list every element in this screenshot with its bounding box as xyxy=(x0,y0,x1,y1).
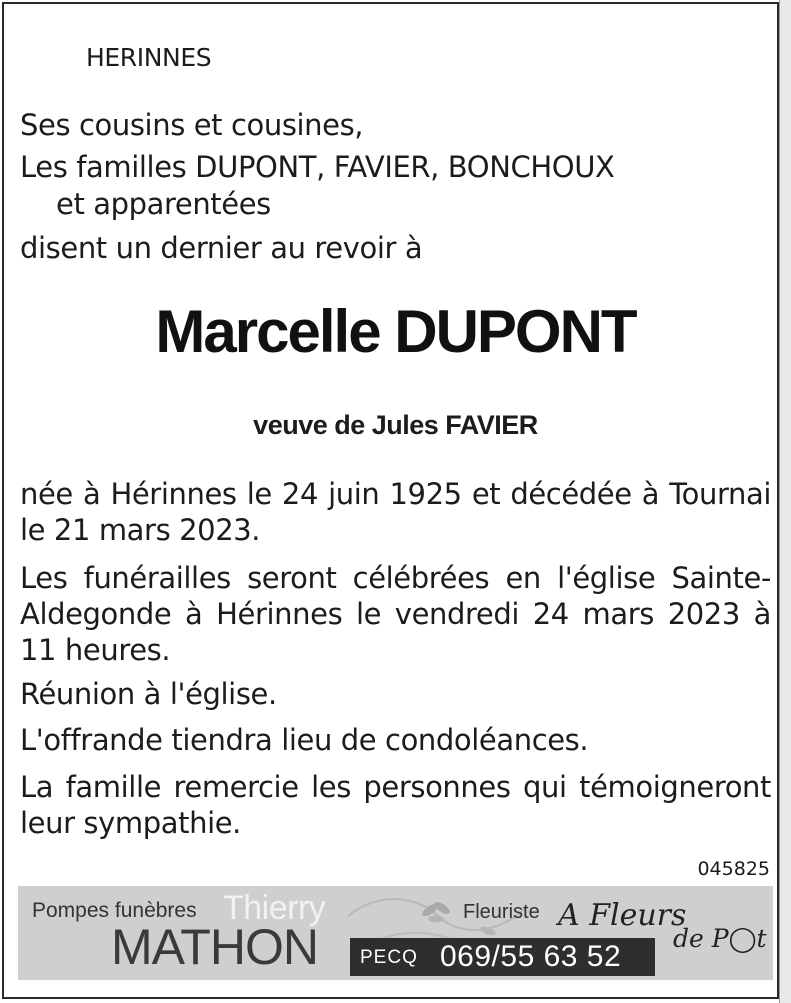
shop-name-line-2: de P◯t xyxy=(673,924,767,953)
birth-death-paragraph: née à Hérinnes le 24 juin 1925 et décédée à Tournai le 21 mars 2023. xyxy=(20,477,771,547)
fleuriste-label: Fleuriste xyxy=(463,901,540,923)
widow-of: veuve de Jules FAVIER xyxy=(253,410,538,440)
offering-paragraph: L'offrande tiendra lieu de condoléances. xyxy=(20,723,589,757)
deceased-name: Marcelle DUPONT xyxy=(155,298,636,365)
funeral-home-advertisement xyxy=(18,886,773,980)
town-label: PECQ xyxy=(360,947,418,968)
reference-number: 045825 xyxy=(697,858,770,880)
funeral-paragraph: Les funérailles seront célébrées en l'église Sainte-Aldegonde à Hérinnes le vendredi 24 mars 2023 à 11 heures. xyxy=(20,561,771,667)
last-name-label: MATHON xyxy=(111,919,318,975)
first-name-label: Thierry xyxy=(223,889,326,927)
scrollbar-track[interactable] xyxy=(779,0,791,1003)
pompes-funebres-label: Pompes funèbres xyxy=(32,899,197,922)
place-name: HERINNES xyxy=(86,43,212,72)
meeting-paragraph: Réunion à l'église. xyxy=(20,677,277,711)
contact-pill xyxy=(350,938,655,976)
intro-line-2: Les familles DUPONT, FAVIER, BONCHOUX xyxy=(20,150,615,184)
intro-line-4: disent un dernier au revoir à xyxy=(20,231,423,265)
intro-line-1: Ses cousins et cousines, xyxy=(20,108,364,142)
intro-line-3: et apparentées xyxy=(56,187,271,221)
thanks-paragraph: La famille remercie les personnes qui témoigneront leur sympathie. xyxy=(20,770,771,840)
shop-name-line-1: A Fleurs xyxy=(558,898,687,933)
phone-number: 069/55 63 52 xyxy=(440,940,622,973)
